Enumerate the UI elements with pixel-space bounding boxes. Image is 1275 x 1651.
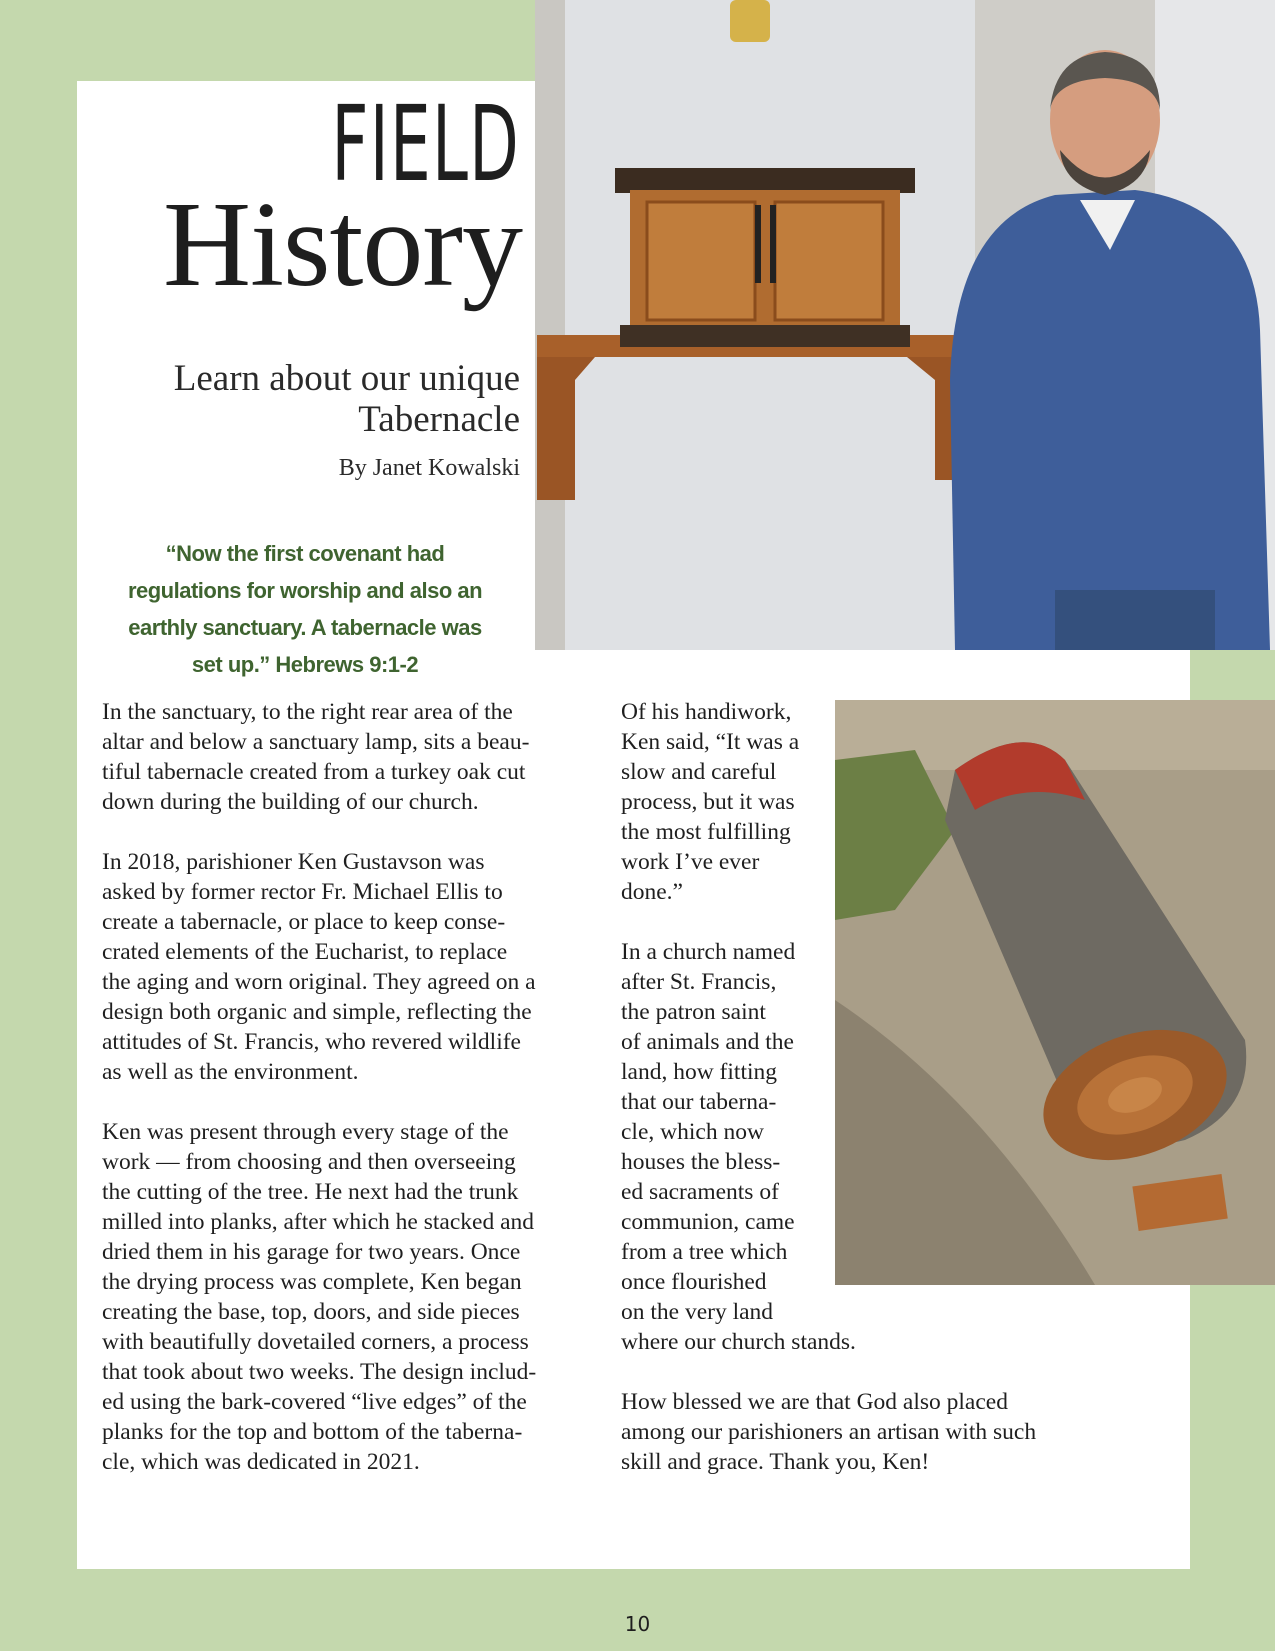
article-paragraph: How blessed we are that God also placed among our parishioners an artisan with such skill and grace. Thank you, Ken! xyxy=(621,1389,1037,1475)
byline: By Janet Kowalski xyxy=(338,455,520,481)
scripture-quote: “Now the first covenant had regulations for worship and also an earthly sanctuary. A tabernacle was set up.” Hebrews 9:1-2 xyxy=(127,541,483,677)
article-right-column xyxy=(621,697,1141,1507)
article-paragraph: In 2018, parishioner Ken Gustavson was asked by former rector Fr. Michael Ellis to create a tabernacle, or place to keep conse- crated elements of the Eucharist, to replace the aging and worn original. They agreed on a design both organic and simple, reflecting the attitudes of St. Francis, who revered wildlife as well as the environment. xyxy=(102,849,536,1085)
article-left-column xyxy=(102,697,602,1507)
page-number: 10 xyxy=(624,1612,651,1636)
title-field: FIELD xyxy=(331,83,520,205)
article-paragraph: In a church named after St. Francis, the patron saint of animals and the land, how fitting that our taberna- cle, which now houses the bless- ed sacraments of communion, came from a tree which once flourished on the very land where our church stands. xyxy=(621,939,856,1355)
article-paragraph: In the sanctuary, to the right rear area of the altar and below a sanctuary lamp, sits a beau- tiful tabernacle created from a turkey oak cut down during the building of our church. xyxy=(102,699,530,815)
title-history: History xyxy=(163,177,522,312)
photo-man-illustration xyxy=(535,0,1275,650)
article-paragraph: Of his handiwork, Ken said, “It was a slow and careful process, but it was the most fulfilling work I’ve ever done.” xyxy=(621,699,800,905)
photo-man-with-tabernacle xyxy=(535,0,1275,650)
article-paragraph: Ken was present through every stage of the work — from choosing and then overseeing the cutting of the tree. He next had the trunk milled into planks, after which he stacked and dried them in his garage for two years. Once the drying process was complete, Ken began creating the base, top, doors, and side pieces with beautifully dovetailed corners, a process that took about two weeks. The design includ- ed using the bark-covered “live edges” of the planks for the top and bottom of the taberna- cle, which was dedicated in 2021. xyxy=(102,1119,537,1475)
subtitle: Learn about our unique Tabernacle xyxy=(173,358,520,440)
